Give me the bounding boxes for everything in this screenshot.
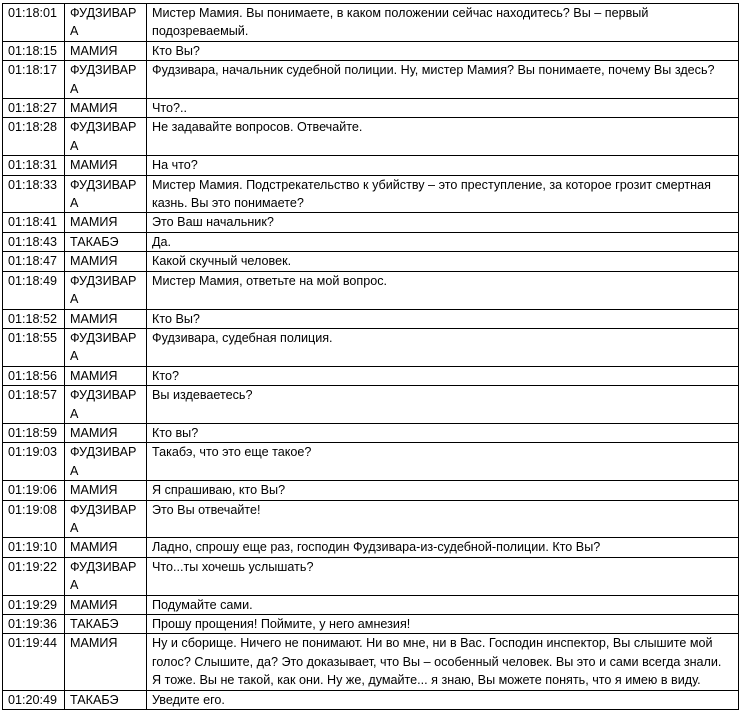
dialogue-cell: Фудзивара, судебная полиция. [147, 328, 739, 366]
speaker-cell: ТАКАБЭ [65, 232, 147, 251]
transcript-table [2, 3, 739, 710]
speaker-cell: ФУДЗИВАРА [65, 4, 147, 42]
table-row [3, 175, 739, 213]
timestamp-cell: 01:19:03 [3, 443, 65, 481]
table-row [3, 557, 739, 595]
dialogue-cell: Да. [147, 232, 739, 251]
table-row [3, 595, 739, 614]
table-row [3, 156, 739, 175]
table-row [3, 386, 739, 424]
table-row [3, 271, 739, 309]
speaker-cell: ФУДЗИВАРА [65, 386, 147, 424]
speaker-cell: МАМИЯ [65, 538, 147, 557]
table-row [3, 634, 739, 690]
speaker-cell: ФУДЗИВАРА [65, 61, 147, 99]
dialogue-cell: Вы издеваетесь? [147, 386, 739, 424]
speaker-cell: МАМИЯ [65, 423, 147, 442]
dialogue-cell: На что? [147, 156, 739, 175]
table-row [3, 252, 739, 271]
dialogue-cell: Мистер Мамия. Вы понимаете, в каком положении сейчас находитесь? Вы – первый подозреваемый. [147, 4, 739, 42]
timestamp-cell: 01:18:17 [3, 61, 65, 99]
speaker-cell: ТАКАБЭ [65, 690, 147, 709]
timestamp-cell: 01:19:44 [3, 634, 65, 690]
dialogue-cell: Кто Вы? [147, 41, 739, 60]
speaker-cell: МАМИЯ [65, 634, 147, 690]
speaker-cell: ФУДЗИВАРА [65, 500, 147, 538]
speaker-cell: ФУДЗИВАРА [65, 557, 147, 595]
dialogue-cell: Какой скучный человек. [147, 252, 739, 271]
dialogue-cell: Ну и сборище. Ничего не понимают. Ни во мне, ни в Вас. Господин инспектор, Вы слышите мой голос? Слышите, да? Это доказывает, что Вы – особенный человек. Вы это и сами всегда знали. Я тоже. Вы не такой, как они. Ну же, думайте... я знаю, Вы можете понять, что я имею в виду. [147, 634, 739, 690]
table-row [3, 232, 739, 251]
table-row [3, 309, 739, 328]
timestamp-cell: 01:18:41 [3, 213, 65, 232]
table-row [3, 328, 739, 366]
dialogue-cell: Ладно, спрошу еще раз, господин Фудзивара-из-судебной-полиции. Кто Вы? [147, 538, 739, 557]
speaker-cell: ФУДЗИВАРА [65, 175, 147, 213]
speaker-cell: МАМИЯ [65, 366, 147, 385]
speaker-cell: МАМИЯ [65, 481, 147, 500]
dialogue-cell: Кто Вы? [147, 309, 739, 328]
speaker-cell: ФУДЗИВАРА [65, 443, 147, 481]
speaker-cell: ФУДЗИВАРА [65, 271, 147, 309]
speaker-cell: МАМИЯ [65, 252, 147, 271]
dialogue-cell: Что?.. [147, 99, 739, 118]
dialogue-cell: Прошу прощения! Поймите, у него амнезия! [147, 615, 739, 634]
dialogue-cell: Кто вы? [147, 423, 739, 442]
timestamp-cell: 01:18:59 [3, 423, 65, 442]
timestamp-cell: 01:18:52 [3, 309, 65, 328]
table-row [3, 99, 739, 118]
table-row [3, 213, 739, 232]
table-row [3, 61, 739, 99]
timestamp-cell: 01:18:55 [3, 328, 65, 366]
table-row [3, 423, 739, 442]
dialogue-cell: Не задавайте вопросов. Отвечайте. [147, 118, 739, 156]
table-row [3, 118, 739, 156]
timestamp-cell: 01:20:49 [3, 690, 65, 709]
dialogue-cell: Мистер Мамия, ответьте на мой вопрос. [147, 271, 739, 309]
speaker-cell: МАМИЯ [65, 99, 147, 118]
table-row [3, 4, 739, 42]
table-row [3, 500, 739, 538]
timestamp-cell: 01:18:31 [3, 156, 65, 175]
timestamp-cell: 01:19:36 [3, 615, 65, 634]
speaker-cell: ФУДЗИВАРА [65, 118, 147, 156]
timestamp-cell: 01:19:08 [3, 500, 65, 538]
dialogue-cell: Это Вы отвечайте! [147, 500, 739, 538]
dialogue-cell: Уведите его. [147, 690, 739, 709]
dialogue-cell: Мистер Мамия. Подстрекательство к убийству – это преступление, за которое грозит смертная казнь. Вы это понимаете? [147, 175, 739, 213]
speaker-cell: МАМИЯ [65, 213, 147, 232]
dialogue-cell: Такабэ, что это еще такое? [147, 443, 739, 481]
speaker-cell: МАМИЯ [65, 309, 147, 328]
table-row [3, 615, 739, 634]
speaker-cell: МАМИЯ [65, 595, 147, 614]
timestamp-cell: 01:18:28 [3, 118, 65, 156]
table-row [3, 366, 739, 385]
speaker-cell: МАМИЯ [65, 41, 147, 60]
table-row [3, 41, 739, 60]
transcript-body [3, 4, 739, 710]
timestamp-cell: 01:18:49 [3, 271, 65, 309]
speaker-cell: МАМИЯ [65, 156, 147, 175]
speaker-cell: ФУДЗИВАРА [65, 328, 147, 366]
timestamp-cell: 01:18:33 [3, 175, 65, 213]
dialogue-cell: Кто? [147, 366, 739, 385]
timestamp-cell: 01:19:22 [3, 557, 65, 595]
table-row [3, 481, 739, 500]
timestamp-cell: 01:18:57 [3, 386, 65, 424]
timestamp-cell: 01:18:01 [3, 4, 65, 42]
dialogue-cell: Это Ваш начальник? [147, 213, 739, 232]
timestamp-cell: 01:18:27 [3, 99, 65, 118]
timestamp-cell: 01:18:15 [3, 41, 65, 60]
dialogue-cell: Подумайте сами. [147, 595, 739, 614]
timestamp-cell: 01:19:10 [3, 538, 65, 557]
table-row [3, 443, 739, 481]
dialogue-cell: Что...ты хочешь услышать? [147, 557, 739, 595]
dialogue-cell: Фудзивара, начальник судебной полиции. Ну, мистер Мамия? Вы понимаете, почему Вы здесь? [147, 61, 739, 99]
table-row [3, 690, 739, 709]
timestamp-cell: 01:18:47 [3, 252, 65, 271]
dialogue-cell: Я спрашиваю, кто Вы? [147, 481, 739, 500]
timestamp-cell: 01:19:29 [3, 595, 65, 614]
timestamp-cell: 01:18:56 [3, 366, 65, 385]
speaker-cell: ТАКАБЭ [65, 615, 147, 634]
timestamp-cell: 01:19:06 [3, 481, 65, 500]
timestamp-cell: 01:18:43 [3, 232, 65, 251]
table-row [3, 538, 739, 557]
